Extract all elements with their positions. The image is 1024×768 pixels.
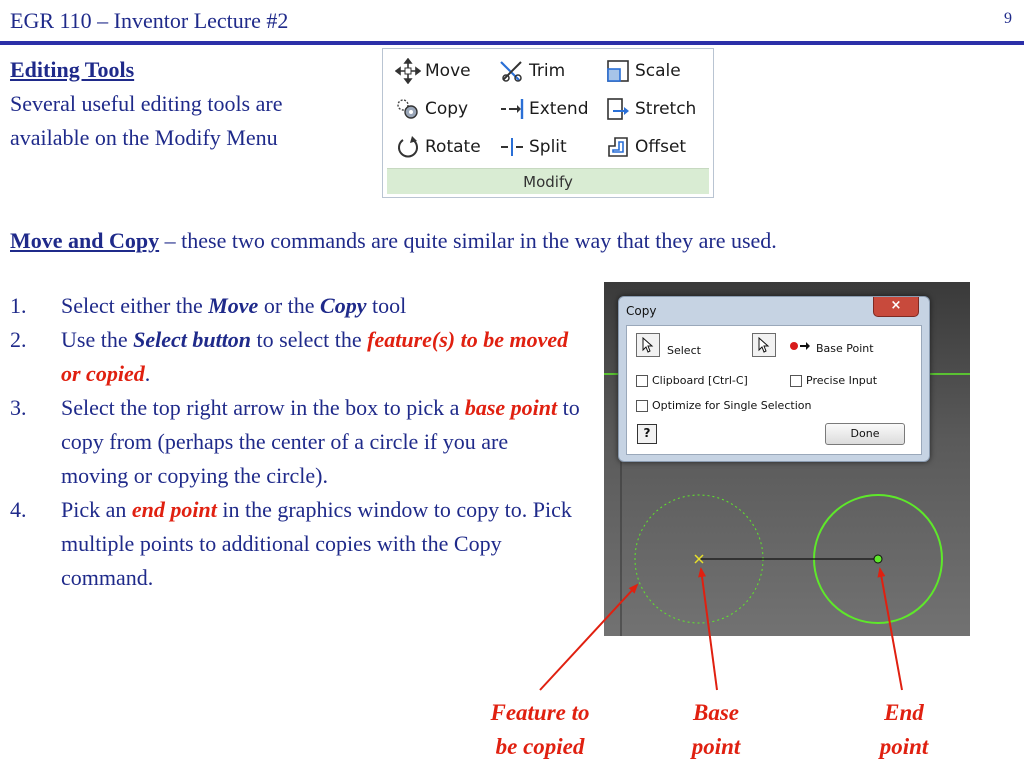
- step-highlight: end point: [131, 497, 217, 522]
- end-annotation-line-2: point: [879, 734, 929, 759]
- page-title: EGR 110 – Inventor Lecture #2: [10, 8, 289, 33]
- end-annotation-line-1: End: [884, 700, 924, 725]
- ribbon-panel-label: Modify: [387, 168, 709, 194]
- base-point-arrow: [701, 569, 717, 690]
- step-text: tool: [366, 293, 407, 318]
- step-emphasis: Copy: [320, 293, 367, 318]
- base-point-label: Base Point: [816, 342, 874, 355]
- precise-input-label: Precise Input: [806, 374, 878, 387]
- copy-label: Copy: [425, 99, 469, 119]
- step-text: in the graphics window to copy to. Pick multiple points to additional copies with the Copy command.: [61, 497, 572, 590]
- rotate-label: Rotate: [425, 137, 481, 157]
- clipboard-label: Clipboard [Ctrl-C]: [652, 374, 748, 387]
- page-number: 9: [1004, 10, 1012, 27]
- step-text: to copy from (perhaps the center of a circle if you are moving or copying the circle).: [61, 395, 580, 488]
- section-text: – these two commands are quite similar in the way that they are used.: [159, 228, 777, 253]
- section-heading: Move and Copy: [10, 228, 160, 253]
- trim-label: Trim: [529, 61, 566, 81]
- step-text: Select either the: [61, 293, 209, 318]
- step-text: Pick an: [61, 497, 132, 522]
- feature-annotation-line-1: Feature to: [490, 700, 590, 725]
- optimize-label: Optimize for Single Selection: [652, 399, 812, 412]
- end-point-arrow: [880, 569, 902, 690]
- stretch-label: Stretch: [635, 99, 697, 119]
- split-label: Split: [529, 137, 567, 157]
- step-emphasis: Move: [208, 293, 259, 318]
- extend-label: Extend: [529, 99, 589, 119]
- done-button[interactable]: Done: [825, 423, 905, 445]
- step-highlight: base point: [464, 395, 558, 420]
- feature-annotation-line-2: be copied: [495, 734, 585, 759]
- step-emphasis: Select button: [133, 327, 252, 352]
- intro-heading: Editing Tools: [10, 57, 135, 82]
- intro-line-1: Several useful editing tools are: [10, 91, 283, 116]
- step-text: to select the: [251, 327, 368, 352]
- step-number: 4.: [10, 497, 27, 522]
- help-icon: ?: [643, 426, 651, 440]
- feature-arrow: [540, 585, 637, 690]
- step-highlight: feature(s) to be moved or copied: [61, 327, 569, 386]
- move-label: Move: [425, 61, 471, 81]
- step-number: 2.: [10, 327, 27, 352]
- dialog-title: Copy: [626, 304, 657, 318]
- step-text: or the: [258, 293, 321, 318]
- step-text: Select the top right arrow in the box to pick a: [61, 395, 465, 420]
- feature-annotation: [468, 696, 612, 764]
- step-number: 1.: [10, 293, 27, 318]
- base-point-annotation: [668, 696, 764, 764]
- step-number: 3.: [10, 395, 27, 420]
- step-text: Use the: [61, 327, 134, 352]
- select-label: Select: [667, 344, 701, 357]
- close-icon: ×: [890, 298, 902, 313]
- intro-line-2: available on the Modify Menu: [10, 125, 278, 150]
- step-text: .: [144, 361, 151, 386]
- end-point-annotation: [856, 696, 952, 764]
- base-annotation-line-2: point: [691, 734, 741, 759]
- base-annotation-line-1: Base: [693, 700, 739, 725]
- scale-label: Scale: [635, 61, 681, 81]
- offset-label: Offset: [635, 137, 687, 157]
